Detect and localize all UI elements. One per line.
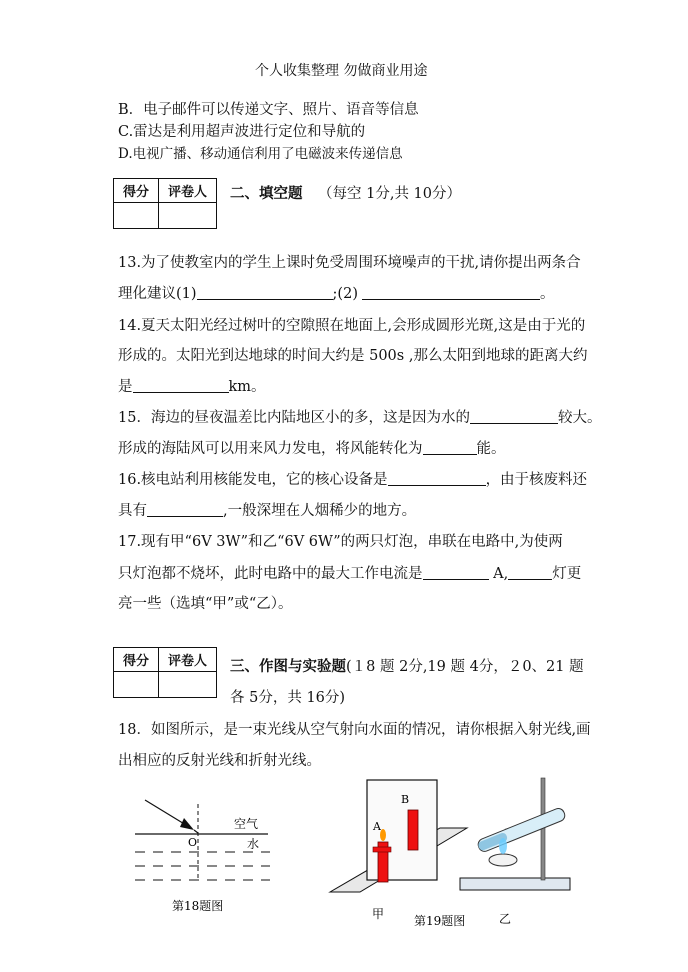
- label-b: B: [401, 793, 410, 806]
- stand-base: [460, 878, 570, 890]
- origin-label: O: [188, 836, 198, 849]
- incident-ray: [145, 800, 186, 825]
- grader-cell: [159, 672, 217, 698]
- air-label: 空气: [234, 817, 259, 831]
- section3-note2: 各 5分，共 16分): [230, 690, 346, 706]
- q17-line3: 亮一些（选填“甲”或“乙）。: [118, 596, 293, 612]
- label-a: A: [373, 820, 381, 833]
- q14-line3: 是 km。: [118, 379, 266, 395]
- section3-note: (１8 题 2分,19 题 4分，２0、21 题: [346, 659, 584, 675]
- grader-label: 评卷人: [159, 179, 217, 203]
- score-cell: [114, 672, 159, 698]
- q16-line1: 16.核电站利用核能发电，它的核心设备是 ，由于核废料还: [118, 472, 588, 488]
- score-cell: [114, 203, 159, 229]
- option-d: D.电视广播、移动通信利用了电磁波来传递信息: [118, 146, 403, 162]
- q14-line2: 形成的。太阳光到达地球的时间大约是 500s ,那么太阳到地球的距离大约: [118, 348, 588, 364]
- score-label: 得分: [114, 179, 159, 203]
- q15-line1: 15．海边的昼夜温差比内陆地区小的多，这是因为水的 较大。: [118, 410, 602, 426]
- grader-label: 评卷人: [159, 648, 217, 672]
- q13-line2: 理化建议(1) ;(2) 。: [118, 286, 555, 302]
- label-jia: 甲: [372, 907, 385, 921]
- q15-line2: 形成的海陆风可以用来风力发电，将风能转化为 能。: [118, 441, 506, 457]
- figure-19: [325, 770, 585, 932]
- score-table-section2: [113, 178, 217, 229]
- q13-line1: 13.为了使教室内的学生上课时免受周围环境噪声的干扰,请你提出两条合: [118, 255, 581, 271]
- q16-line2: 具有 ,一般深埋在人烟稀少的地方。: [118, 503, 417, 519]
- figure-19-caption: 第19题图: [414, 914, 466, 928]
- grader-cell: [159, 203, 217, 229]
- water-label: 水: [247, 837, 260, 851]
- section3-heading: [230, 655, 584, 676]
- q18-line1: 18．如图所示，是一束光线从空气射向水面的情况，请你根据入射光线,画: [118, 722, 591, 738]
- q18-line2: 出相应的反射光线和折射光线。: [118, 753, 321, 769]
- option-b: B．电子邮件可以传递文字、照片、语音等信息: [118, 102, 419, 118]
- flame-icon: [499, 838, 507, 854]
- page-header: 个人收集整理 勿做商业用途: [255, 63, 428, 79]
- q14-line1: 14.夏天太阳光经过树叶的空隙照在地面上,会形成圆形光斑,这是由于光的: [118, 318, 586, 334]
- alcohol-lamp: [489, 854, 517, 866]
- q17-line2: 只灯泡都不烧坏，此时电路中的最大工作电流是 A, 灯更: [118, 566, 582, 582]
- score-table-section3: [113, 647, 217, 698]
- section2-note: （每空 1分,共 10分）: [318, 186, 462, 202]
- option-c: C.雷达是利用超声波进行定位和导航的: [118, 124, 366, 140]
- figure-18-caption: 第18题图: [172, 899, 224, 913]
- q17-line1: 17.现有甲“6V 3W”和乙“6V 6W”的两只灯泡，串联在电路中,为使两: [118, 534, 563, 550]
- ray-arrow-icon: [180, 818, 194, 830]
- section3-title: 三、作图与实验题: [230, 659, 346, 675]
- test-tube: [476, 807, 566, 854]
- label-yi: 乙: [499, 912, 512, 926]
- section2-title: 二、填空题: [230, 186, 303, 202]
- candle-b: [408, 810, 418, 850]
- figure-18: [130, 790, 280, 920]
- score-label: 得分: [114, 648, 159, 672]
